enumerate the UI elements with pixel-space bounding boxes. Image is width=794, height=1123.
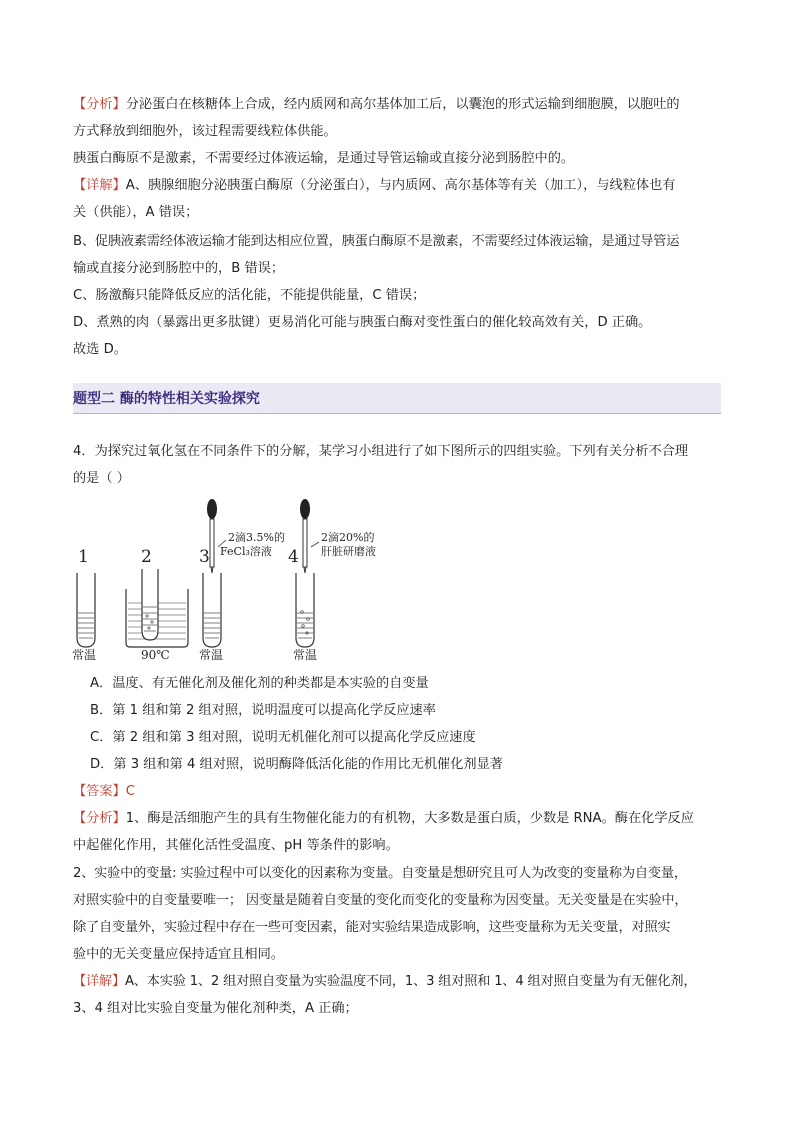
reagent-label-3-line2: FeCl₃溶液 xyxy=(220,545,272,558)
detail-text-line: 3、4 组对比实验自变量为催化剂种类，A 正确； xyxy=(73,1001,358,1016)
condition-label-3: 常温 xyxy=(199,648,224,662)
answer-tag: 【答案】 xyxy=(73,784,126,799)
analysis-text-line: 胰蛋白酶原不是激素，不需要经过体液运输，是通过导管运输或直接分泌到肠腔中的。 xyxy=(73,151,575,166)
question-stem: 4．为探究过氧化氢在不同条件下的分解，某学习小组进行了如下图所示的四组实验。下列有关分析不合理 xyxy=(73,444,689,459)
reagent-label-4-line2: 肝脏研磨液 xyxy=(321,545,376,558)
tube-number-3: 3 xyxy=(199,547,210,567)
option-c: C．第 2 组和第 3 组对照，说明无机催化剂可以提高化学反应速度 xyxy=(90,730,476,745)
analysis-text-line: 验中的无关变量应保持适宜且相同。 xyxy=(73,947,284,962)
detail-paragraph-2 xyxy=(73,968,733,995)
detail-text: A、胰腺细胞分泌胰蛋白酶原（分泌蛋白），与内质网、高尔基体等有关（加工），与线粒体也有 xyxy=(125,178,676,193)
detail-text-line: 关（供能），A 错误； xyxy=(73,205,199,220)
detail-text-line: C、肠激酶只能降低反应的活化能，不能提供能量，C 错误； xyxy=(73,288,426,303)
detail-text-line: 输或直接分泌到肠腔中的，B 错误； xyxy=(73,261,285,276)
experiment-diagram xyxy=(68,495,408,665)
tube-number-4: 4 xyxy=(288,547,299,567)
detail-text-2: A、本实验 1、2 组对照自变量为实验温度不同，1、3 组对照和 1、4 组对照自变量为有无催化剂， xyxy=(124,974,697,989)
section-header xyxy=(73,383,721,414)
detail-paragraph xyxy=(73,172,733,199)
section-title: 题型二 酶的特性相关实验探究 xyxy=(73,391,260,407)
analysis-paragraph xyxy=(73,91,733,118)
analysis-tag-2: 【分析】 xyxy=(73,811,126,826)
detail-tag-2: 【详解】 xyxy=(73,974,125,989)
answer-value: C xyxy=(125,784,135,799)
analysis-text: 分泌蛋白在核糖体上合成，经内质网和高尔基体加工后，以囊泡的形式运输到细胞膜，以胞吐的 xyxy=(125,97,680,112)
option-d: D．第 3 组和第 4 组对照，说明酶降低活化能的作用比无机催化剂显著 xyxy=(90,757,503,772)
analysis-text-2: 1、酶是活细胞产生的具有生物催化能力的有机物，大多数是蛋白质，少数是 RNA。酶在化学反应 xyxy=(125,811,694,826)
tube-number-2: 2 xyxy=(141,547,152,567)
answer-line xyxy=(73,778,733,805)
option-b: B．第 1 组和第 2 组对照，说明温度可以提高化学反应速率 xyxy=(90,703,436,718)
analysis-text-line: 对照实验中的自变量要唯一； 因变量是随着自变量的变化而变化的变量称为因变量。无关变量是在实验中， xyxy=(73,893,688,908)
analysis-text-line: 2、实验中的变量: 实验过程中可以变化的因素称为变量。自变量是想研究且可人为改变的变量称为自变量， xyxy=(73,866,687,881)
condition-label-1: 常温 xyxy=(72,648,97,662)
reagent-label-4-line1: 2滴20%的 xyxy=(321,531,375,544)
test-tube-1 xyxy=(77,573,95,647)
beaker-with-tube-2 xyxy=(126,569,188,647)
detail-tag: 【详解】 xyxy=(73,178,126,193)
analysis-paragraph-2 xyxy=(73,805,733,832)
condition-label-2: 90℃ xyxy=(141,648,170,662)
detail-text-line: B、促胰液素需经体液运输才能到达相应位置，胰蛋白酶原不是激素，不需要经过体液运输，是通过导管运 xyxy=(73,234,680,249)
option-a: A．温度、有无催化剂及催化剂的种类都是本实验的自变量 xyxy=(90,676,429,691)
test-tube-4 xyxy=(296,499,319,647)
analysis-text-line: 除了自变量外，实验过程中存在一些可变因素，能对实验结果造成影响，这些变量称为无关变量，对照实 xyxy=(73,920,671,935)
analysis-text-line: 中起催化作用，其催化活性受温度、pH 等条件的影响。 xyxy=(73,838,399,853)
experiment-figure xyxy=(68,495,408,665)
analysis-tag: 【分析】 xyxy=(73,97,126,112)
condition-label-4: 常温 xyxy=(293,648,318,662)
conclusion-line: 故选 D。 xyxy=(73,342,127,357)
tube-number-1: 1 xyxy=(78,547,89,567)
test-tube-3 xyxy=(203,499,226,647)
reagent-label-3-line1: 2滴3.5%的 xyxy=(228,531,285,544)
detail-text-line: D、煮熟的肉（暴露出更多肽键）更易消化可能与胰蛋白酶对变性蛋白的催化较高效有关，D 正确。 xyxy=(73,315,652,330)
question-stem-line: 的是（ ） xyxy=(73,471,130,486)
analysis-text-line: 方式释放到细胞外，该过程需要线粒体供能。 xyxy=(73,124,337,139)
